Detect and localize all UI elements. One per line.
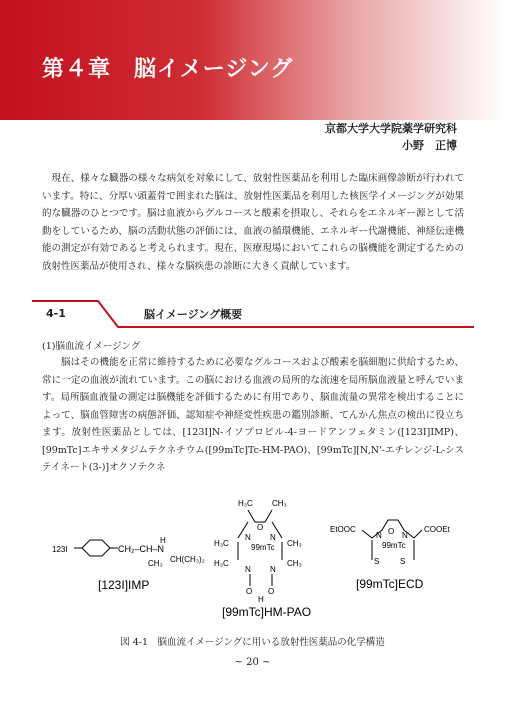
figure-structures — [0, 490, 505, 630]
svg-text:O: O — [246, 587, 253, 596]
svg-text:N: N — [270, 565, 276, 574]
section-title: 脳イメージング概要 — [144, 308, 243, 321]
author-name: 小野 正博 — [402, 139, 457, 152]
ecd-label: [99mTc]ECD — [356, 577, 424, 591]
svg-text:COOEt: COOEt — [424, 525, 450, 534]
hmpao-label: [99mTc]HM-PAO — [222, 605, 312, 619]
svg-text:CH₃: CH₃ — [287, 539, 302, 548]
subsection-title: (1)脳血流イメージング — [42, 341, 141, 352]
chemical-structures — [0, 490, 505, 630]
svg-text:CH(CH₃)₂: CH(CH₃)₂ — [170, 555, 205, 564]
svg-text:CH₃: CH₃ — [272, 499, 287, 508]
svg-text:CH₃: CH₃ — [148, 559, 163, 568]
svg-text:N: N — [245, 533, 251, 542]
imp-structure — [52, 536, 205, 592]
affiliation — [325, 120, 457, 154]
chapter-banner — [0, 0, 505, 120]
svg-text:H: H — [160, 536, 166, 545]
ecd-structure — [330, 520, 451, 591]
svg-text:CH₃: CH₃ — [287, 559, 302, 568]
svg-text:H: H — [258, 595, 264, 604]
svg-text:O: O — [268, 587, 275, 596]
section-heading-rule — [32, 299, 474, 329]
section-heading — [32, 299, 474, 329]
svg-text:99mTc: 99mTc — [382, 541, 406, 550]
svg-text:S: S — [374, 557, 380, 566]
svg-text:N: N — [245, 565, 251, 574]
svg-text:O: O — [257, 523, 264, 532]
section-number: 4-1 — [46, 307, 66, 320]
svg-text:EtOOC: EtOOC — [330, 525, 356, 534]
svg-text:O: O — [388, 527, 395, 536]
svg-text:H₃C: H₃C — [238, 499, 253, 508]
svg-text:H₃C: H₃C — [214, 559, 229, 568]
body-paragraph: 脳はその機能を正常に維持するために必要なグルコースおよび酸素を脳細胞に供給するため、常に一定の血液が流れています。この脳における血液の局所的な流速を局所脳血液量と呼んでいます。局所脳血液量の測定は脳機能を評価するために有用であり、脳血流量の異常を検出することによって、脳血管障害の病態評価、認知症や神経変性疾患の鑑別診断、てんかん焦点の検出に役立ちます。放射性医薬品としては、[123I]N-イソプロピル-4-ヨードアンフェタミン([123I]IMP)、[99mTc]エキサメタジムテクネチウム([99mTc]Tc-HM-PAO)、[99mTc][N,N'-エチレンジ-L-システイネート(3-)]オクソテクネ — [42, 357, 464, 473]
hmpao-structure — [214, 499, 311, 619]
svg-text:CH₂–CH–N: CH₂–CH–N — [118, 544, 165, 554]
svg-text:N: N — [376, 531, 382, 540]
svg-text:123I: 123I — [52, 545, 68, 554]
svg-text:N: N — [270, 533, 276, 542]
svg-text:99mTc: 99mTc — [251, 543, 275, 552]
svg-text:N: N — [402, 531, 408, 540]
affiliation-org: 京都大学大学院薬学研究科 — [325, 122, 457, 135]
svg-text:S: S — [400, 557, 406, 566]
svg-text:H₃C: H₃C — [214, 539, 229, 548]
chapter-title: 第４章 脳イメージング — [42, 57, 294, 82]
intro-paragraph: 現在、様々な臓器の様々な病気を対象にして、放射性医薬品を利用した臨床画像診断が行われています。特に、分厚い頭蓋骨で囲まれた脳は、放射性医薬品を利用した核医学イメージングが効果的な臓器のひとつです。脳は血液からグルコースと酸素を摂取し、それらをエネルギー源として活動をしているため、脳の活動状態の評価には、血液の循環機能、エネルギー代謝機能、神経伝達機能の測定が有効であると考えられます。現在、医療現場においてこれらの脳機能を測定するための放射性医薬品が使用され、様々な脳疾患の診断に大きく貢献しています。 — [42, 173, 464, 272]
figure-caption: 図 4-1 脳血流イメージングに用いる放射性医薬品の化学構造 — [120, 637, 385, 648]
page-number: ~ 20 ~ — [234, 657, 271, 668]
imp-label: [123I]IMP — [98, 578, 150, 592]
